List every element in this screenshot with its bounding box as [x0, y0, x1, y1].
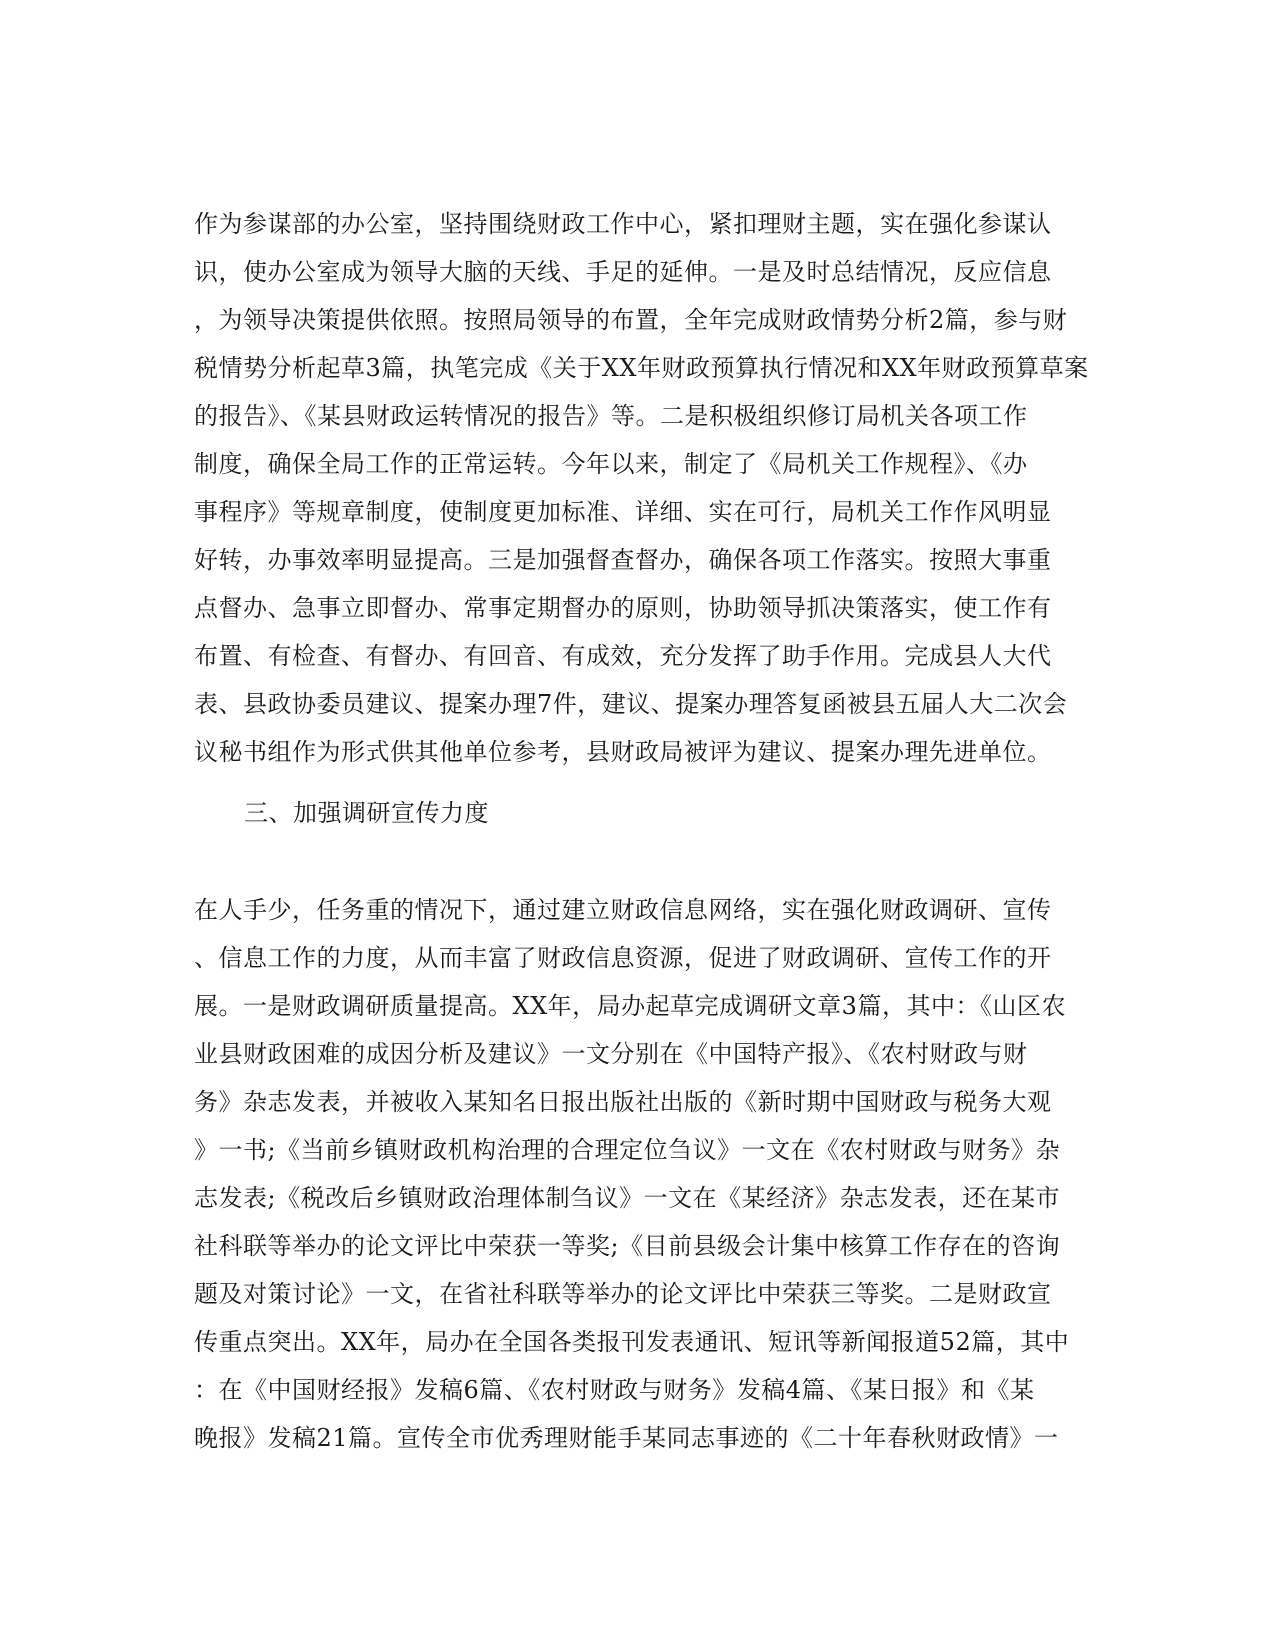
text-line: 点督办、急事立即督办、常事定期督办的原则，协助领导抓决策落实，使工作有: [194, 594, 1052, 622]
section-heading: [194, 789, 1144, 837]
text-line: 事程序》等规章制度，使制度更加标准、详细、实在可行，局机关工作作风明显: [194, 498, 1052, 526]
text-line: 社科联等举办的论文评比中荣获一等奖;《目前县级会计集中核算工作存在的咨询: [194, 1232, 1061, 1260]
text-line: 的报告》、《某县财政运转情况的报告》等。二是积极组织修订局机关各项工作: [194, 402, 1028, 430]
text-line: 好转，办事效率明显提高。三是加强督查督办，确保各项工作落实。按照大事重: [194, 546, 1052, 574]
text-line: 布置、有检查、有督办、有回音、有成效，充分发挥了助手作用。完成县人大代: [194, 642, 1052, 670]
text-line: 识，使办公室成为领导大脑的天线、手足的延伸。一是及时总结情况，反应信息: [194, 258, 1052, 286]
text-line: 晚报》发稿21篇。宣传全市优秀理财能手某同志事迹的《二十年春秋财政情》一: [194, 1424, 1059, 1452]
text-line: 题及对策讨论》一文，在省社科联等举办的论文评比中荣获三等奖。二是财政宣: [194, 1280, 1052, 1308]
text-line: 传重点突出。XX年，局办在全国各类报刊发表通讯、短讯等新闻报道52篇，其中: [194, 1328, 1070, 1356]
text-line: 表、县政协委员建议、提案办理7件，建议、提案办理答复函被县五届人大二次会: [194, 690, 1068, 718]
text-line: 志发表;《税改后乡镇财政治理体制刍议》一文在《某经济》杂志发表，还在某市: [194, 1184, 1061, 1212]
text-line: ：在《中国财经报》发稿6篇、《农村财政与财务》发稿4篇、《某日报》和《某: [194, 1376, 1035, 1404]
text-line: ，为领导决策提供依照。按照局领导的布置，全年完成财政情势分析2篇，参与财: [194, 306, 1068, 334]
text-line: 、信息工作的力度，从而丰富了财政信息资源，促进了财政调研、宣传工作的开: [194, 944, 1052, 972]
heading-text: 三、加强调研宣传力度: [244, 799, 489, 827]
text-line: 议秘书组作为形式供其他单位参考，县财政局被评为建议、提案办理先进单位。: [194, 738, 1052, 766]
text-line: 作为参谋部的办公室，坚持围绕财政工作中心，紧扣理财主题，实在强化参谋认: [194, 210, 1052, 238]
text-line: 》一书;《当前乡镇财政机构治理的合理定位刍议》一文在《农村财政与财务》杂: [194, 1136, 1061, 1164]
text-line: 务》杂志发表，并被收入某知名日报出版社出版的《新时期中国财政与税务大观: [194, 1088, 1052, 1116]
text-line: 在人手少，任务重的情况下，通过建立财政信息网络，实在强化财政调研、宣传: [194, 896, 1052, 924]
text-line: 业县财政困难的成因分析及建议》一文分别在《中国特产报》、《农村财政与财: [194, 1040, 1028, 1068]
paragraph-office-work: [194, 200, 1094, 776]
text-line: 制度，确保全局工作的正常运转。今年以来，制定了《局机关工作规程》、《办: [194, 450, 1028, 478]
text-line: 税情势分析起草3篇，执笔完成《关于XX年财政预算执行情况和XX年财政预算草案: [194, 354, 1089, 382]
text-line: 展。一是财政调研质量提高。XX年，局办起草完成调研文章3篇，其中：《山区农: [194, 992, 1066, 1020]
paragraph-research-publicity: [194, 886, 1094, 1462]
